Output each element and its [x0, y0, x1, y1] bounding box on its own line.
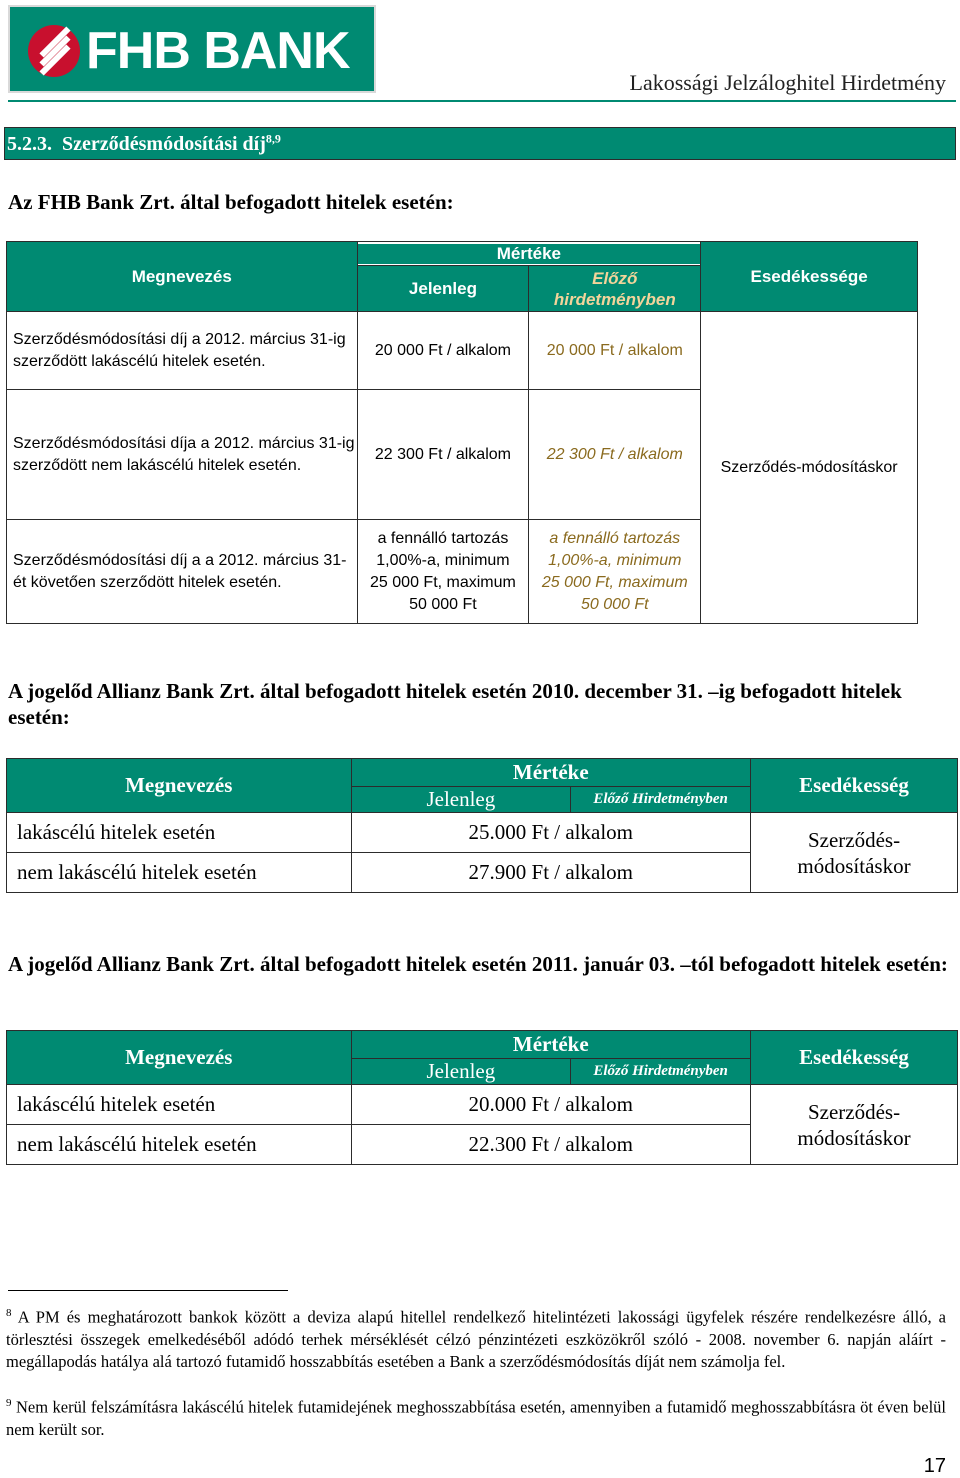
section-title: Szerződésmódosítási díj — [62, 133, 266, 155]
col-previous-header: Előző hirdetményben — [529, 266, 701, 312]
footnote-number: 9 — [6, 1397, 12, 1409]
page-number: 17 — [923, 1455, 946, 1477]
col-current-header: Jelenleg — [351, 1059, 571, 1085]
col-due-header: Esedékessége — [701, 242, 918, 312]
logo-text: FHB BANK — [86, 22, 350, 80]
col-current-header: Jelenleg — [357, 266, 529, 312]
section-heading — [4, 127, 956, 160]
row-current: 20.000 Ft / alkalom — [351, 1085, 751, 1125]
row-current: 22.300 Ft / alkalom — [351, 1125, 751, 1165]
col-previous-header: Előző Hirdetményben — [571, 787, 751, 813]
row-name: Szerződésmódosítási díj a a 2012. március 31-ét követően szerződött hitelek esetén. — [7, 520, 358, 624]
allianz-2011-fee-table — [6, 1030, 958, 1165]
section-number: 5.2.3. — [7, 133, 52, 155]
footnote-refs: 8,9 — [265, 131, 281, 146]
table-row — [7, 312, 918, 390]
row-previous: 20 000 Ft / alkalom — [529, 312, 701, 390]
row-previous: a fennálló tartozás 1,00%-a, minimum 25 000 Ft, maximum 50 000 Ft — [529, 520, 701, 624]
col-name-header: Megnevezés — [7, 1031, 352, 1085]
footnote-text: Nem kerül felszámításra lakáscélú hitelek futamidejének meghosszabbítása esetén, amennyiben a futamidő meghosszabbításra öt éven belül nem került sor. — [6, 1397, 946, 1439]
header-divider — [8, 100, 956, 102]
allianz-2011-heading: A jogelőd Allianz Bank Zrt. által befogadott hitelek esetén 2011. január 03. –tól befogadott hitelek esetén: — [8, 952, 948, 976]
footnote-9 — [6, 1392, 946, 1441]
row-current: 20 000 Ft / alkalom — [357, 312, 529, 390]
table-row — [7, 813, 958, 853]
row-previous: 22 300 Ft / alkalom — [529, 390, 701, 520]
col-due-header: Esedékesség — [751, 1031, 958, 1085]
footnote-divider — [8, 1290, 288, 1291]
footnote-8 — [6, 1302, 946, 1373]
row-current: a fennálló tartozás 1,00%-a, minimum 25 000 Ft, maximum 50 000 Ft — [357, 520, 529, 624]
col-due-header: Esedékesség — [751, 759, 958, 813]
table-row — [7, 1085, 958, 1125]
row-due: Szerződés-módosításkor — [751, 813, 958, 893]
fhb-bank-logo — [8, 5, 376, 93]
row-name: Szerződésmódosítási díja a 2012. március 31-ig szerződött nem lakáscélú hitelek esetén. — [7, 390, 358, 520]
allianz-2010-heading: A jogelőd Allianz Bank Zrt. által befogadott hitelek esetén 2010. december 31. –ig befogadott hitelek esetén: — [8, 679, 902, 729]
col-amount-header: Mértéke — [357, 242, 701, 266]
row-current: 22 300 Ft / alkalom — [357, 390, 529, 520]
row-name: lakáscélú hitelek esetén — [7, 813, 352, 853]
footnote-number: 8 — [6, 1307, 12, 1319]
row-current: 25.000 Ft / alkalom — [351, 813, 751, 853]
col-name-header: Megnevezés — [7, 759, 352, 813]
row-name: nem lakáscélú hitelek esetén — [7, 1125, 352, 1165]
fhb-heading: Az FHB Bank Zrt. által befogadott hitelek esetén: — [8, 190, 454, 214]
row-due: Szerződés-módosításkor — [701, 312, 918, 624]
col-current-header: Jelenleg — [351, 787, 571, 813]
fhb-emblem-icon — [28, 25, 80, 77]
row-name: lakáscélú hitelek esetén — [7, 1085, 352, 1125]
row-current: 27.900 Ft / alkalom — [351, 853, 751, 893]
col-amount-header: Mértéke — [351, 759, 751, 787]
row-name: nem lakáscélú hitelek esetén — [7, 853, 352, 893]
document-title: Lakossági Jelzáloghitel Hirdetmény — [629, 70, 946, 95]
fhb-fee-table — [6, 241, 918, 624]
col-previous-header: Előző Hirdetményben — [571, 1059, 751, 1085]
footnote-text: A PM és meghatározott bankok között a deviza alapú hitellel rendelkező hitelintézeti lakossági ügyfelek részére rendelkezésre álló, a törlesztési összegek emelkedéséből adódó terhek mérséklését célzó pénzintézeti eszközökről szóló - 2008. november 6. napján aláírt - megállapodás hatálya alá tartozó futamidő hosszabbítás esetében a Bank a szerződésmódosítás díját nem számolja fel. — [6, 1307, 946, 1371]
col-name-header: Megnevezés — [7, 242, 358, 312]
allianz-2010-fee-table — [6, 758, 958, 893]
row-due: Szerződés-módosításkor — [751, 1085, 958, 1165]
row-name: Szerződésmódosítási díj a 2012. március 31-ig szerződött lakáscélú hitelek esetén. — [7, 312, 358, 390]
col-amount-header: Mértéke — [351, 1031, 751, 1059]
